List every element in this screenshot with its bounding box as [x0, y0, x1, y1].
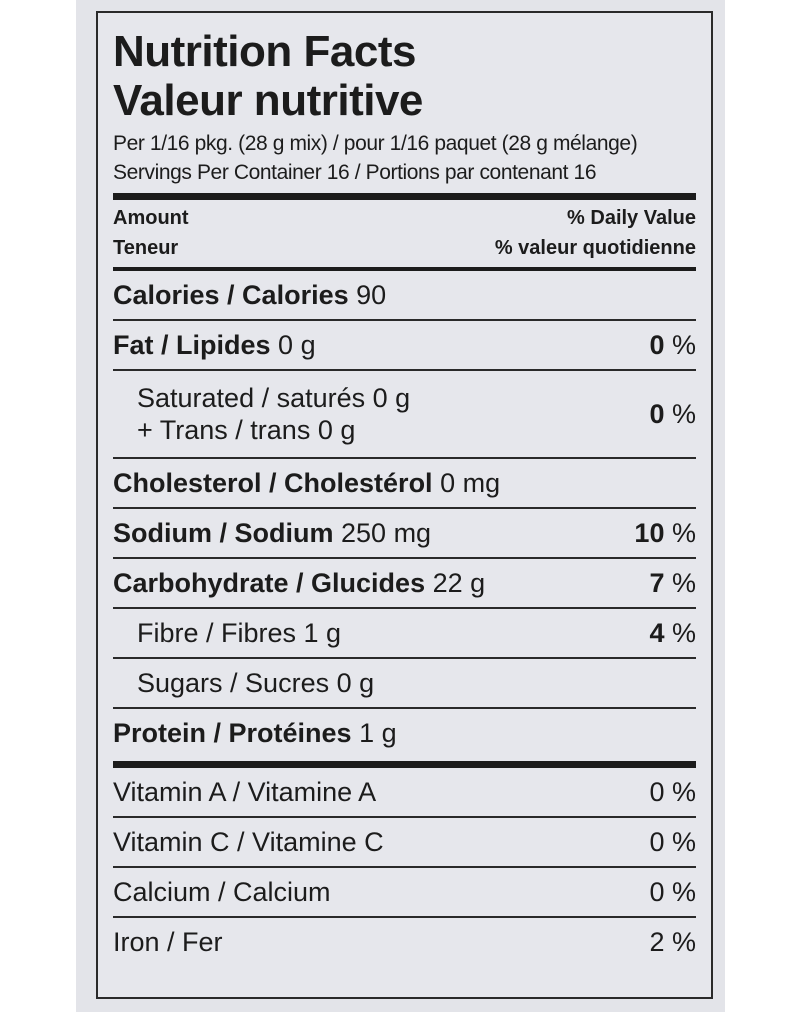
vitamin-label: Vitamin A / Vitamine A — [113, 777, 377, 807]
nutrient-row-fat — [113, 321, 696, 369]
vitamin-percent: 0 % — [649, 827, 696, 857]
nutrient-label: Carbohydrate / Glucides — [113, 568, 426, 598]
nutrient-percent: 0 — [649, 399, 665, 429]
mineral-row-iron — [113, 918, 696, 966]
mineral-row-calcium — [113, 868, 696, 916]
title-french: Valeur nutritive — [113, 76, 423, 125]
vitamin-percent: 0 % — [649, 877, 696, 907]
nutrient-row-cholesterol — [113, 459, 696, 507]
serving-info — [113, 129, 696, 187]
serving-size: Per 1/16 pkg. (28 g mix) / pour 1/16 paquet (28 g mélange) — [113, 132, 638, 155]
vitamin-row-c — [113, 818, 696, 866]
daily-value-label: % Daily Value — [567, 207, 696, 229]
nutrient-row-protein — [113, 709, 696, 757]
thick-divider — [113, 761, 696, 768]
nutrient-amount: 22 g — [432, 568, 486, 598]
nutrient-amount: 250 mg — [341, 518, 432, 548]
vitamin-percent: 0 % — [649, 777, 696, 807]
percent-unit: % — [671, 618, 696, 648]
percent-unit: % — [671, 330, 696, 360]
nutrient-row-sugars — [113, 659, 696, 707]
vitamin-label: Iron / Fer — [113, 927, 223, 957]
nutrient-amount: 0 g — [278, 330, 316, 360]
title: Nutrition Facts — [113, 27, 416, 76]
nutrient-label: Sugars / Sucres 0 g — [137, 668, 375, 698]
vitamin-row-a — [113, 768, 696, 816]
nutrient-label: Fibre / Fibres 1 g — [137, 618, 342, 648]
servings-per-container: Servings Per Container 16 / Portions par contenant 16 — [113, 161, 597, 184]
nutrient-row-sodium — [113, 509, 696, 557]
calories-label: Calories / Calories — [113, 280, 349, 310]
nutrient-percent: 4 — [649, 618, 665, 648]
nutrient-label: Sodium / Sodium — [113, 518, 334, 548]
nutrient-label: Fat / Lipides — [113, 330, 271, 360]
nutrient-amount: 1 g — [359, 718, 397, 748]
nutrition-facts-label — [96, 11, 713, 999]
nutrient-label: Protein / Protéines — [113, 718, 352, 748]
thick-divider — [113, 193, 696, 200]
nutrient-row-carbohydrate — [113, 559, 696, 607]
daily-value-label-french: % valeur quotidienne — [494, 237, 696, 259]
amount-label-french: Teneur — [113, 237, 179, 259]
vitamin-label: Vitamin C / Vitamine C — [113, 827, 384, 857]
nutrient-label: Cholesterol / Cholestérol — [113, 468, 433, 498]
nutrient-percent: 7 — [649, 568, 665, 598]
percent-unit: % — [671, 399, 696, 429]
nutrient-percent: 0 — [649, 330, 665, 360]
calories-value: 90 — [356, 280, 387, 310]
percent-unit: % — [671, 518, 696, 548]
nutrient-amount: 0 mg — [440, 468, 501, 498]
calories-row — [113, 271, 696, 319]
column-header — [113, 200, 696, 267]
percent-unit: % — [671, 568, 696, 598]
nutrient-label: Saturated / saturés 0 g — [137, 383, 411, 413]
nutrient-row-fibre — [113, 609, 696, 657]
nutrient-label-trans: + Trans / trans 0 g — [137, 415, 356, 445]
vitamin-percent: 2 % — [649, 927, 696, 957]
nutrient-row-saturated-trans — [113, 371, 696, 457]
label-content — [113, 13, 696, 966]
nutrient-percent: 10 — [634, 518, 665, 548]
vitamin-label: Calcium / Calcium — [113, 877, 331, 907]
amount-label: Amount — [113, 207, 189, 229]
